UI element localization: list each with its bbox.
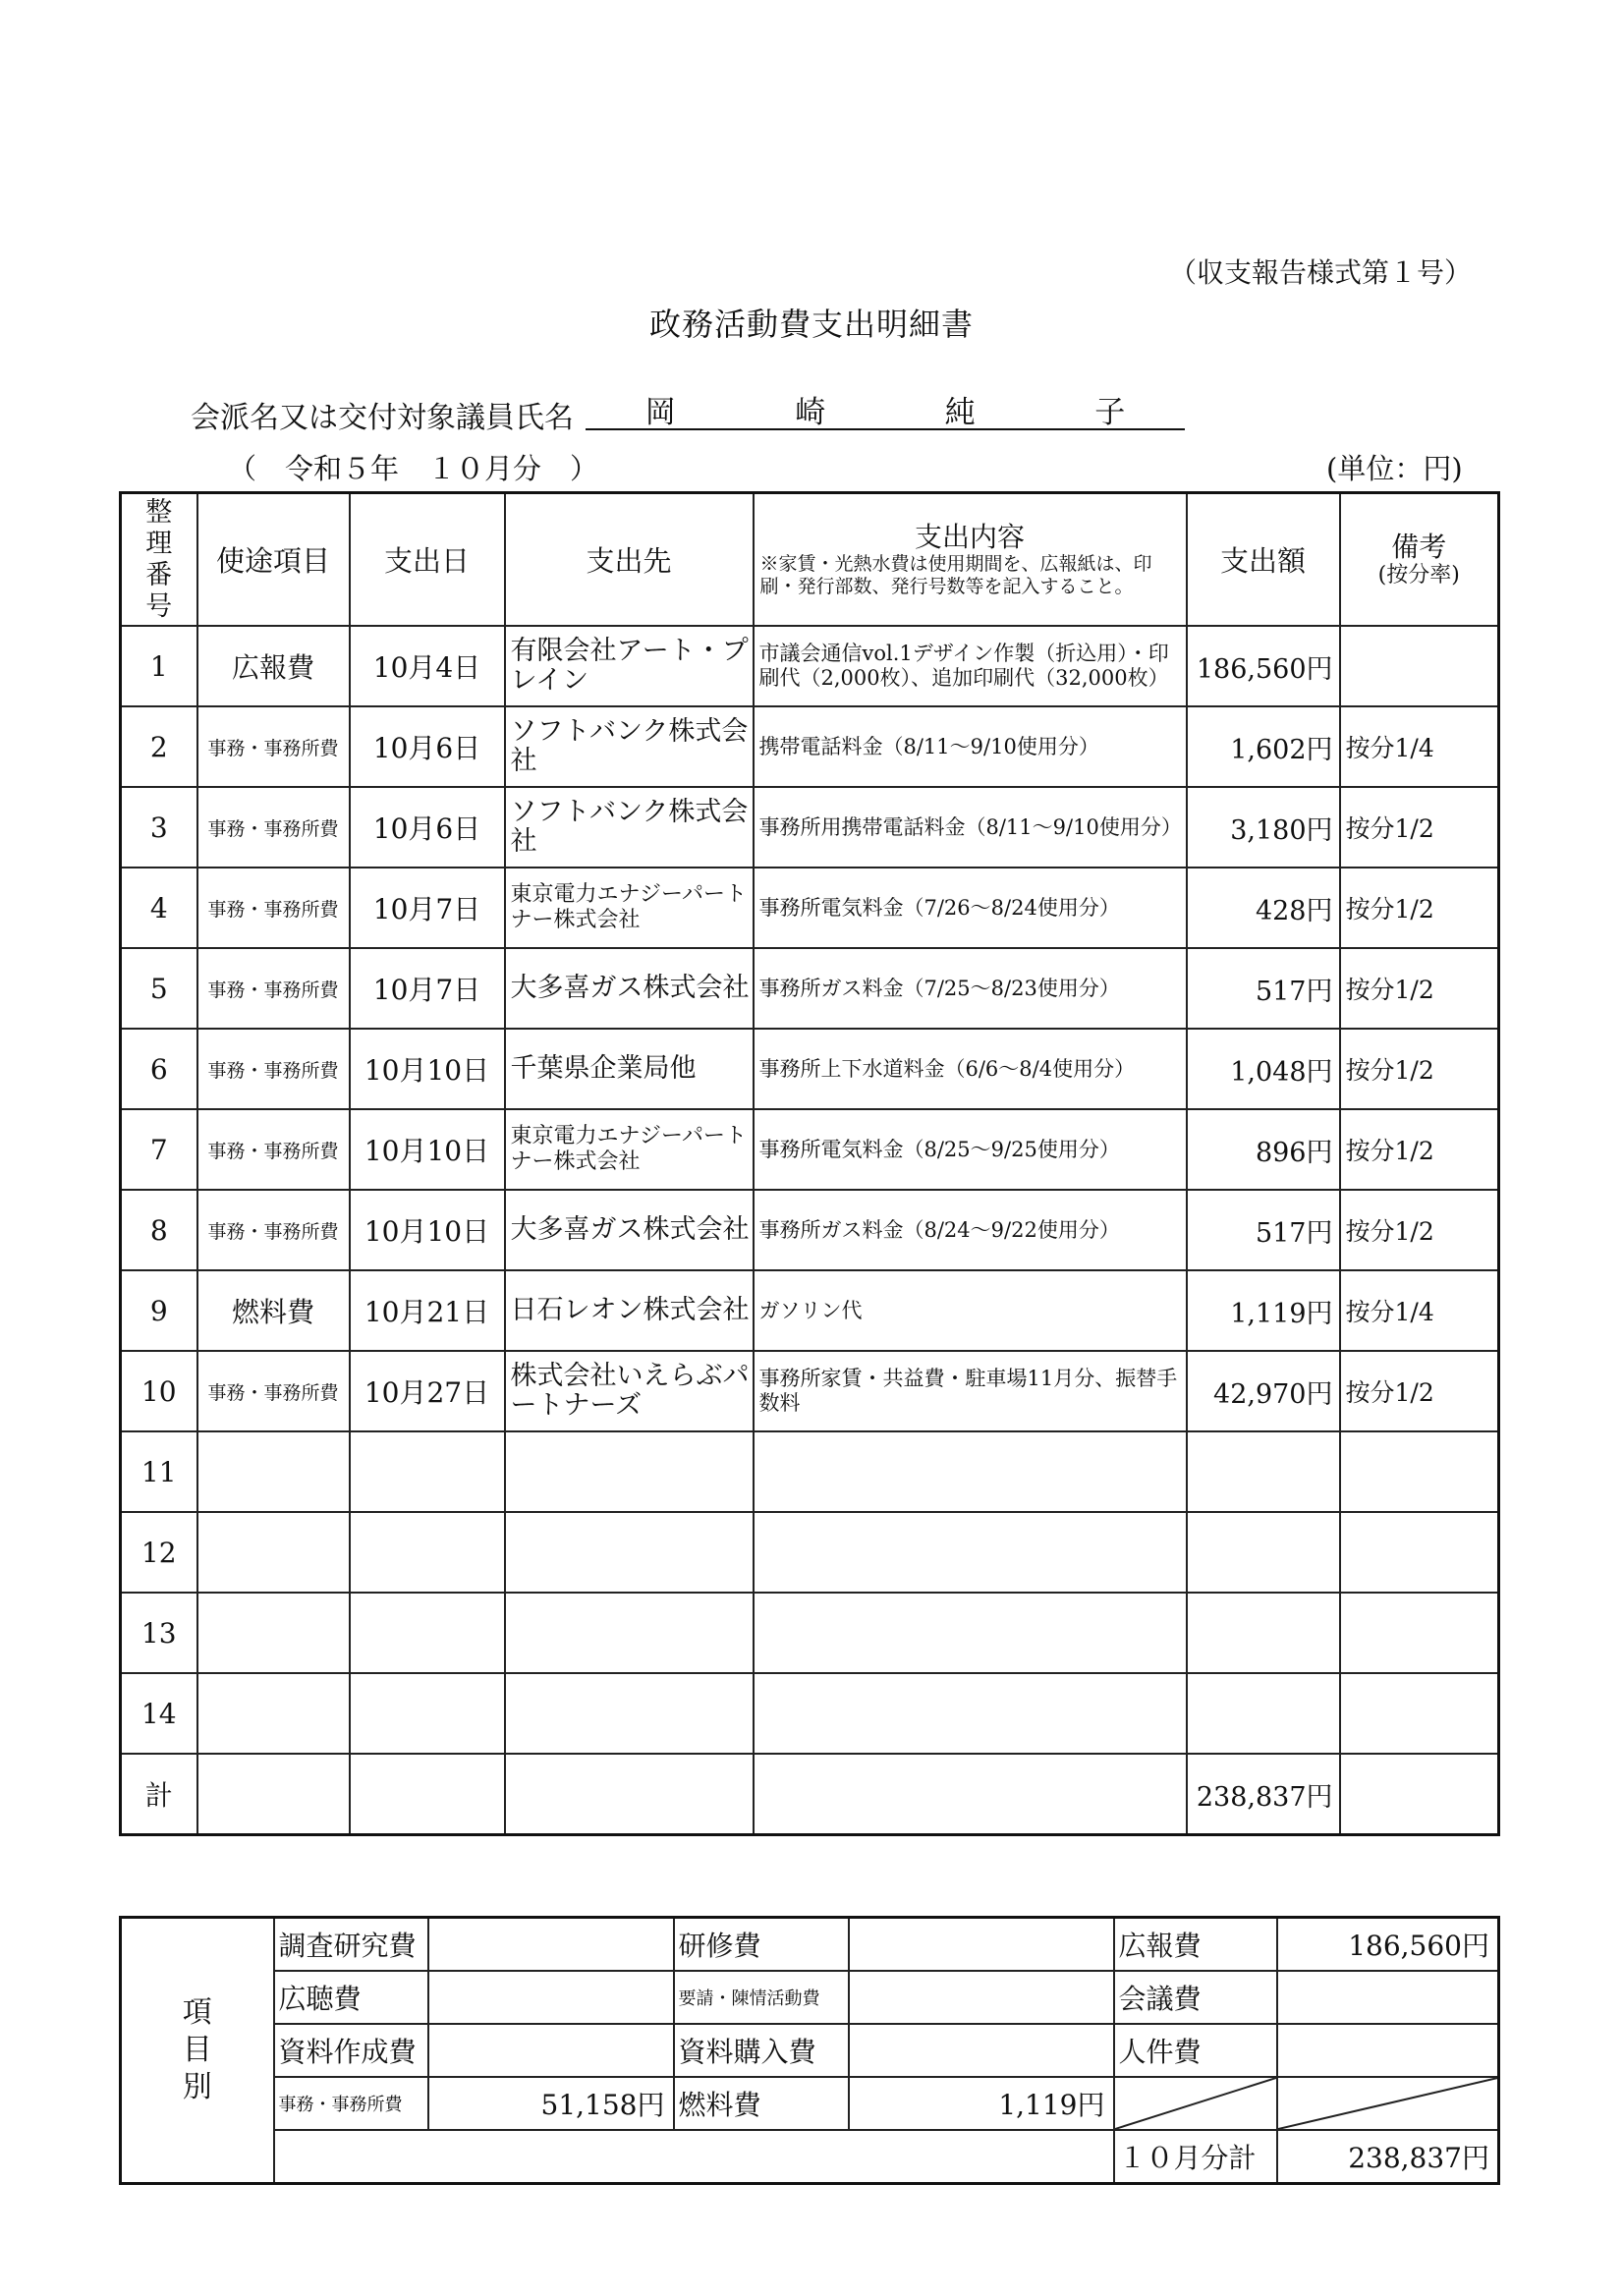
party-name-label: 会派名又は交付対象議員氏名 [191,401,574,435]
row-number: 12 [121,1512,197,1593]
summary-row [121,1971,1499,2024]
row-remarks [1340,1593,1499,1673]
member-name [586,389,1185,430]
row-payee: 大多喜ガス株式会社 [505,1190,754,1270]
row-payee [505,1512,754,1593]
member-name-char: 純 [944,394,976,430]
row-date: 10月4日 [350,626,505,706]
table-row [121,1512,1499,1593]
pr-value: 186,560円 [1277,1918,1499,1972]
row-number: 9 [121,1270,197,1351]
table-row [121,1109,1499,1190]
row-number: 14 [121,1673,197,1754]
row-amount: 428円 [1187,868,1340,948]
row-amount: 1,119円 [1187,1270,1340,1351]
row-content: 事務所用携帯電話料金（8/11～9/10使用分） [754,787,1187,868]
row-content [754,1512,1187,1593]
header-amount: 支出額 [1187,493,1340,627]
petition-value [849,1971,1114,2024]
diagonal-slash-cell [1277,2077,1499,2130]
row-payee [505,1593,754,1673]
total-empty-cell [197,1754,350,1835]
row-number: 6 [121,1029,197,1109]
member-name-char: 子 [1094,394,1126,430]
row-category [197,1431,350,1512]
table-row [121,1190,1499,1270]
header-date: 支出日 [350,493,505,627]
meeting-value [1277,1971,1499,2024]
table-row [121,1029,1499,1109]
personnel-value [1277,2024,1499,2077]
fuel-label: 燃料費 [674,2077,849,2130]
total-label: 計 [121,1754,197,1835]
summary-side-label: 項目別 [121,1918,274,2184]
row-amount: 42,970円 [1187,1351,1340,1431]
table-row [121,706,1499,787]
office-label: 事務・事務所費 [274,2077,428,2130]
row-remarks: 按分1/2 [1340,948,1499,1029]
row-payee: ソフトバンク株式会社 [505,787,754,868]
meeting-label: 会議費 [1114,1971,1277,2024]
row-date: 10月6日 [350,706,505,787]
row-content [754,1431,1187,1512]
row-category: 燃料費 [197,1270,350,1351]
row-amount: 1,602円 [1187,706,1340,787]
hearing-label: 広聴費 [274,1971,428,2024]
unit-label: (単位：円) [1326,452,1463,485]
row-date [350,1593,505,1673]
row-content: 事務所ガス料金（7/25～8/23使用分） [754,948,1187,1029]
header-content-note: ※家賃・光熱水費は使用期間を、広報紙は、印刷・発行部数、発行号数等を記入すること。 [759,552,1152,597]
row-category: 事務・事務所費 [197,1351,350,1431]
row-amount [1187,1593,1340,1673]
row-remarks [1340,1431,1499,1512]
row-remarks: 按分1/2 [1340,787,1499,868]
fuel-value: 1,119円 [849,2077,1114,2130]
row-category: 事務・事務所費 [197,706,350,787]
total-empty-cell [350,1754,505,1835]
row-payee: 東京電力エナジーパートナー株式会社 [505,1109,754,1190]
row-remarks: 按分1/2 [1340,1029,1499,1109]
training-label: 研修費 [674,1918,849,1972]
row-remarks [1340,1673,1499,1754]
row-date: 10月7日 [350,868,505,948]
table-header-row [121,493,1499,627]
row-content: 事務所電気料金（7/26～8/24使用分） [754,868,1187,948]
row-number: 2 [121,706,197,787]
row-date: 10月27日 [350,1351,505,1431]
row-remarks [1340,1512,1499,1593]
row-content: 携帯電話料金（8/11～9/10使用分） [754,706,1187,787]
member-name-char: 岡 [644,394,676,430]
row-number: 1 [121,626,197,706]
header-content [754,493,1187,627]
row-remarks: 按分1/2 [1340,1109,1499,1190]
header-number: 整理番号 [121,493,197,627]
row-date: 10月10日 [350,1029,505,1109]
row-category: 事務・事務所費 [197,948,350,1029]
row-payee: 株式会社いえらぶパートナーズ [505,1351,754,1431]
summary-row [121,2130,1499,2184]
row-date [350,1673,505,1754]
row-amount: 517円 [1187,948,1340,1029]
row-payee [505,1673,754,1754]
row-category: 事務・事務所費 [197,787,350,868]
table-row [121,1593,1499,1673]
pr-label: 広報費 [1114,1918,1277,1972]
row-remarks: 按分1/2 [1340,1351,1499,1431]
report-period: （ 令和５年 １０月分 ） [228,452,599,485]
row-content: 事務所家賃・共益費・駐車場11月分、振替手数料 [754,1351,1187,1431]
personnel-label: 人件費 [1114,2024,1277,2077]
row-payee [505,1431,754,1512]
total-amount: 238,837円 [1187,1754,1340,1835]
row-amount [1187,1673,1340,1754]
total-empty-cell [754,1754,1187,1835]
diagonal-slash-cell [1114,2077,1277,2130]
row-amount: 517円 [1187,1190,1340,1270]
material-make-label: 資料作成費 [274,2024,428,2077]
row-category: 広報費 [197,626,350,706]
petition-label: 要請・陳情活動費 [674,1971,849,2024]
month-total-value: 238,837円 [1277,2130,1499,2184]
summary-blank-cell [274,2130,1114,2184]
row-payee: 大多喜ガス株式会社 [505,948,754,1029]
row-remarks: 按分1/2 [1340,868,1499,948]
row-date: 10月10日 [350,1109,505,1190]
training-value [849,1918,1114,1972]
row-remarks: 按分1/4 [1340,706,1499,787]
row-category: 事務・事務所費 [197,1029,350,1109]
row-category: 事務・事務所費 [197,868,350,948]
row-payee: 東京電力エナジーパートナー株式会社 [505,868,754,948]
row-date [350,1431,505,1512]
row-date: 10月7日 [350,948,505,1029]
row-category [197,1593,350,1673]
row-content: 事務所ガス料金（8/24～9/22使用分） [754,1190,1187,1270]
summary-row [121,2077,1499,2130]
office-value: 51,158円 [428,2077,674,2130]
table-row [121,1431,1499,1512]
row-remarks: 按分1/2 [1340,1190,1499,1270]
row-date: 10月10日 [350,1190,505,1270]
row-date: 10月21日 [350,1270,505,1351]
row-amount: 1,048円 [1187,1029,1340,1109]
row-date [350,1512,505,1593]
row-content [754,1673,1187,1754]
row-content: 事務所上下水道料金（6/6～8/4使用分） [754,1029,1187,1109]
header-remarks-title: 備考 [1391,530,1447,563]
month-total-label: １０月分計 [1114,2130,1277,2184]
research-value [428,1918,674,1972]
form-number: （収支報告様式第１号） [1169,256,1473,289]
row-content: 市議会通信vol.1デザイン作製（折込用）・印刷代（2,000枚）、追加印刷代（32,000枚） [754,626,1187,706]
row-amount: 3,180円 [1187,787,1340,868]
header-remarks-sub: (按分率) [1377,562,1460,588]
material-make-value [428,2024,674,2077]
row-number: 7 [121,1109,197,1190]
document-title: 政務活動費支出明細書 [648,306,974,343]
row-payee: ソフトバンク株式会社 [505,706,754,787]
row-content: ガソリン代 [754,1270,1187,1351]
row-amount: 896円 [1187,1109,1340,1190]
material-buy-value [849,2024,1114,2077]
table-row [121,948,1499,1029]
row-category [197,1673,350,1754]
row-category [197,1512,350,1593]
row-number: 4 [121,868,197,948]
row-content: 事務所電気料金（8/25～9/25使用分） [754,1109,1187,1190]
row-content [754,1593,1187,1673]
row-number: 13 [121,1593,197,1673]
summary-row [121,2024,1499,2077]
row-remarks [1340,626,1499,706]
total-empty-cell [1340,1754,1499,1835]
row-payee: 千葉県企業局他 [505,1029,754,1109]
row-number: 3 [121,787,197,868]
header-remarks [1340,493,1499,627]
table-row [121,1270,1499,1351]
total-row [121,1754,1499,1835]
row-amount [1187,1512,1340,1593]
header-content-title: 支出内容 [914,520,1025,553]
table-row [121,787,1499,868]
table-row [121,1351,1499,1431]
summary-row [121,1918,1499,1972]
header-category: 使途項目 [197,493,350,627]
row-category: 事務・事務所費 [197,1190,350,1270]
research-label: 調査研究費 [274,1918,428,1972]
expenditure-table [119,491,1500,1836]
row-amount [1187,1431,1340,1512]
row-payee: 有限会社アート・プレイン [505,626,754,706]
table-row [121,868,1499,948]
material-buy-label: 資料購入費 [674,2024,849,2077]
category-summary-table [119,1916,1500,2185]
header-payee: 支出先 [505,493,754,627]
row-number: 5 [121,948,197,1029]
row-category: 事務・事務所費 [197,1109,350,1190]
row-payee: 日石レオン株式会社 [505,1270,754,1351]
member-name-char: 崎 [795,394,826,430]
row-date: 10月6日 [350,787,505,868]
row-number: 11 [121,1431,197,1512]
row-amount: 186,560円 [1187,626,1340,706]
row-number: 10 [121,1351,197,1431]
total-empty-cell [505,1754,754,1835]
row-number: 8 [121,1190,197,1270]
hearing-value [428,1971,674,2024]
row-remarks: 按分1/4 [1340,1270,1499,1351]
table-row [121,626,1499,706]
table-row [121,1673,1499,1754]
